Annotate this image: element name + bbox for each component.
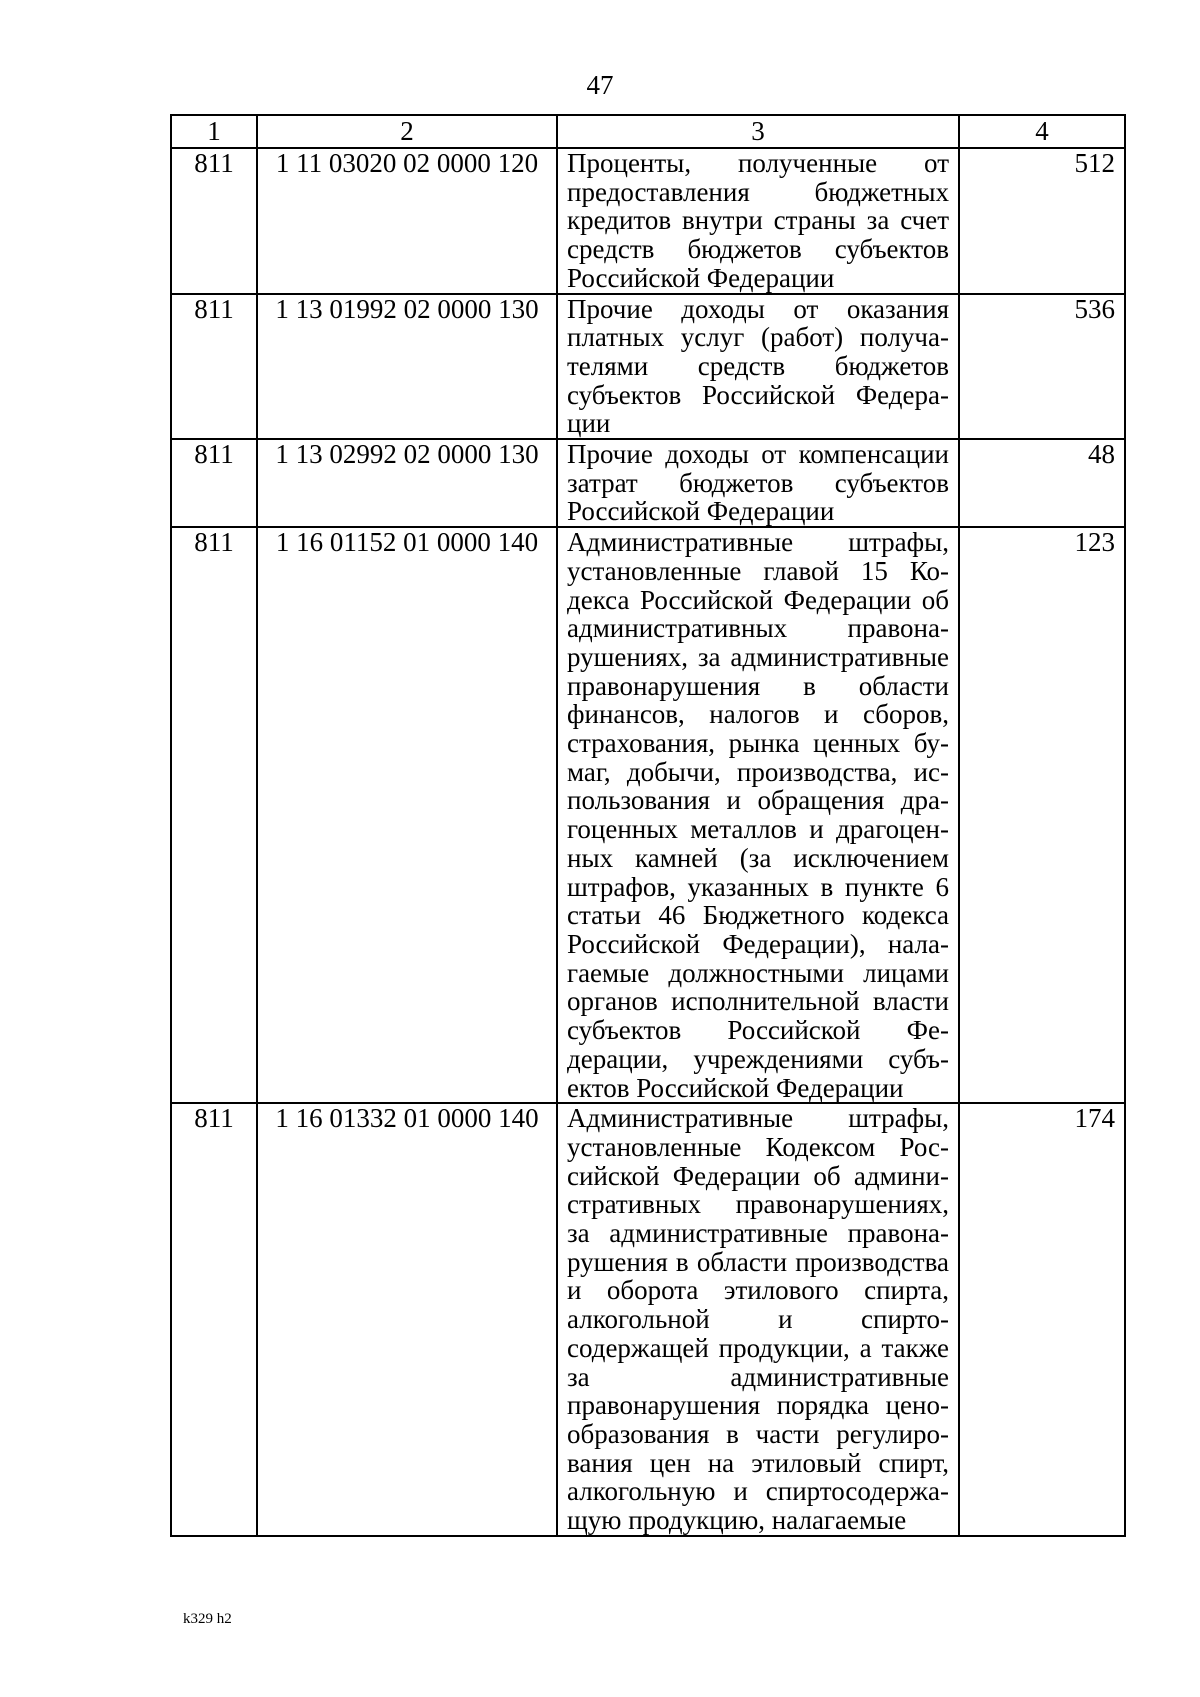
admin-code-cell: 811: [171, 527, 257, 1103]
revenue-code-cell: 1 13 01992 02 0000 130: [257, 294, 557, 440]
amount-cell: 48: [959, 439, 1125, 527]
table-row: [171, 148, 1125, 294]
column-header-2: 2: [257, 115, 557, 148]
table-row: [171, 1103, 1125, 1536]
column-header-1: 1: [171, 115, 257, 148]
revenue-code-cell: 1 13 02992 02 0000 130: [257, 439, 557, 527]
revenue-code-cell: 1 16 01332 01 0000 140: [257, 1103, 557, 1536]
table-row: [171, 294, 1125, 440]
revenue-name-cell: Административные штрафы, установленные Кодексом Российской Федерации об административных правонарушениях, за административные правонарушения в области производства и оборота этилового спирта, алкогольной и спиртосодержащей продукции, а также за административные правонарушения порядка ценообразования в части регулирования цен на этиловый спирт, алкогольную и спиртосодержащую продукцию, налагаемые: [557, 1103, 959, 1536]
admin-code-cell: 811: [171, 439, 257, 527]
revenue-table: [170, 114, 1126, 1537]
table-row: [171, 527, 1125, 1103]
revenue-name-cell: Проценты, полученные от предоставления бюджетных кредитов внутри страны за счет средств бюджетов субъектов Российской Федерации: [557, 148, 959, 294]
admin-code-cell: 811: [171, 294, 257, 440]
revenue-name-cell: Административные штрафы, установленные главой 15 Кодекса Российской Федерации об административных правонарушениях, за административные правонарушения в области финансов, налогов и сборов, страхования, рынка ценных бумаг, добычи, производства, использования и обращения драгоценных металлов и драгоценных камней (за исключением штрафов, указанных в пункте 6 статьи 46 Бюджетного кодекса Российской Федерации), налагаемые должностными лицами органов исполнительной власти субъектов Российской Федерации, учреждениями субъектов Российской Федерации: [557, 527, 959, 1103]
revenue-code-cell: 1 16 01152 01 0000 140: [257, 527, 557, 1103]
amount-cell: 536: [959, 294, 1125, 440]
admin-code-cell: 811: [171, 1103, 257, 1536]
table-row: [171, 439, 1125, 527]
amount-cell: 174: [959, 1103, 1125, 1536]
revenue-name-cell: Прочие доходы от компенсации затрат бюджетов субъектов Российской Федерации: [557, 439, 959, 527]
page-number: 47: [586, 70, 614, 100]
document-footer-code: k329 h2: [183, 1611, 232, 1627]
amount-cell: 123: [959, 527, 1125, 1103]
admin-code-cell: 811: [171, 148, 257, 294]
revenue-code-cell: 1 11 03020 02 0000 120: [257, 148, 557, 294]
amount-cell: 512: [959, 148, 1125, 294]
table-header-row: [171, 115, 1125, 148]
column-header-3: 3: [557, 115, 959, 148]
revenue-name-cell: Прочие доходы от оказания платных услуг (работ) получателями средств бюджетов субъектов Российской Федерации: [557, 294, 959, 440]
column-header-4: 4: [959, 115, 1125, 148]
